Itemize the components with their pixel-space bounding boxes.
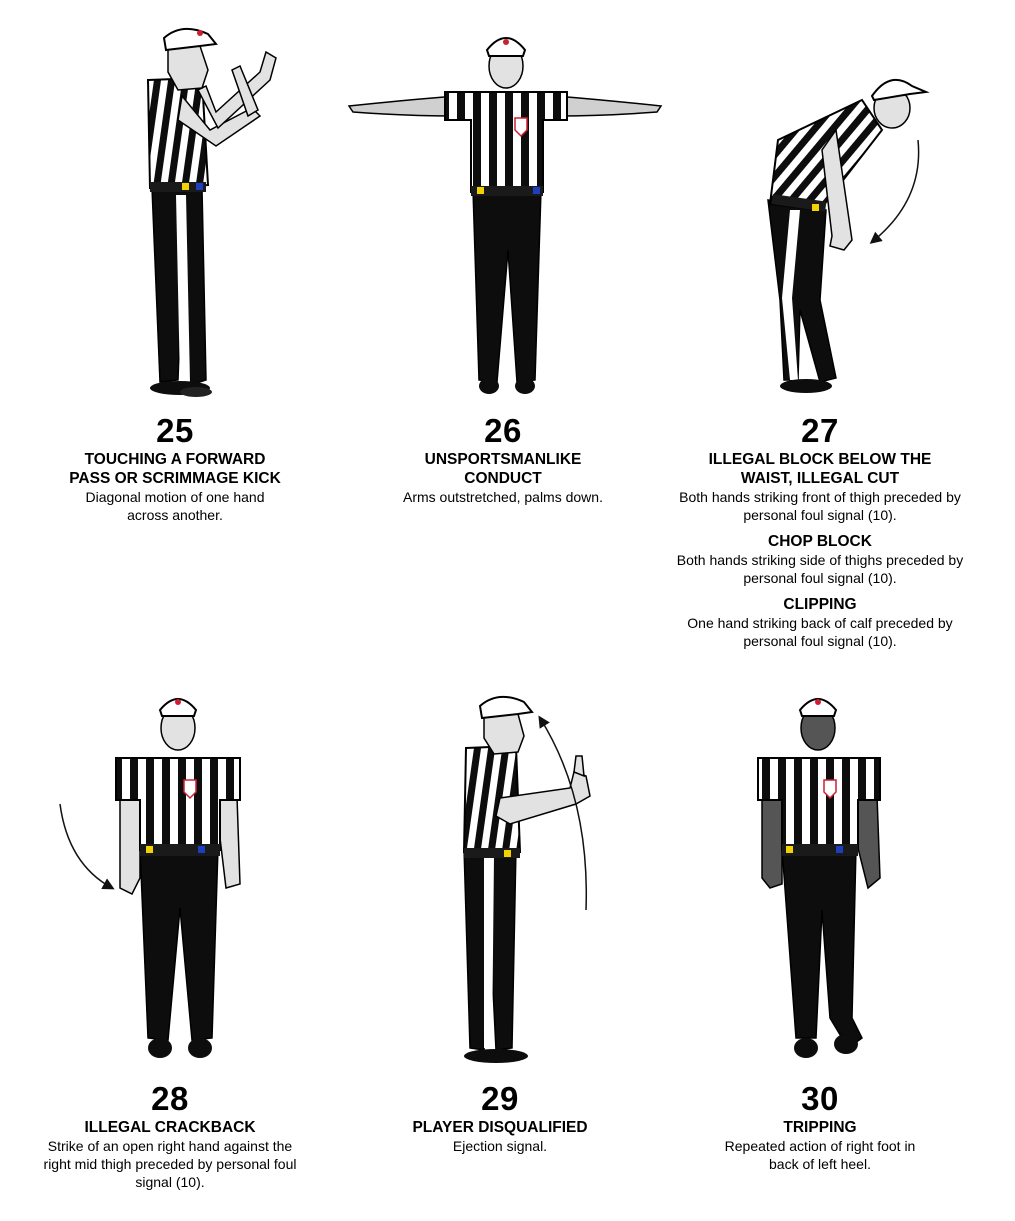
signal-27-caption <box>650 414 990 650</box>
signal-25-number: 25 <box>156 412 194 449</box>
signal-29-caption <box>370 1082 630 1155</box>
signal-27-clipping-title: CLIPPING <box>783 596 857 613</box>
figure-29-illustration <box>440 688 620 1073</box>
signal-30-number: 30 <box>801 1080 839 1117</box>
signal-28-title: ILLEGAL CRACKBACK <box>84 1119 256 1136</box>
signal-27-chop-block-description: Both hands striking side of thighs preceded by personal foul signal (10). <box>676 552 964 586</box>
signal-30-title: TRIPPING <box>783 1119 857 1136</box>
signal-26-number: 26 <box>484 412 522 449</box>
signal-28-caption <box>20 1082 320 1191</box>
signal-26-caption <box>373 414 633 506</box>
signal-30-description: Repeated action of right foot in back of left heel. <box>724 1138 916 1172</box>
signal-28-number: 28 <box>151 1080 189 1117</box>
figure-25-illustration <box>120 20 300 400</box>
signal-26-title: UNSPORTSMANLIKE CONDUCT <box>424 451 582 487</box>
signal-27-clipping-description: One hand striking back of calf preceded by personal foul signal (10). <box>687 615 953 649</box>
signal-25-title: TOUCHING A FORWARD PASS OR SCRIMMAGE KICK <box>69 451 281 487</box>
signal-27-number: 27 <box>801 412 839 449</box>
signal-29-description: Ejection signal. <box>452 1138 548 1154</box>
signal-29-number: 29 <box>481 1080 519 1117</box>
signal-25-description: Diagonal motion of one hand across another. <box>85 489 265 523</box>
signal-27-description: Both hands striking front of thigh preceded by personal foul signal (10). <box>679 489 961 523</box>
figure-27-illustration <box>740 60 940 400</box>
figure-30-illustration <box>730 688 910 1073</box>
signal-30-caption <box>690 1082 950 1173</box>
signal-28-description: Strike of an open right hand against the right mid thigh preceded by personal foul signal (10). <box>43 1138 297 1190</box>
signal-26-description: Arms outstretched, palms down. <box>403 489 603 505</box>
signal-27-chop-block-title: CHOP BLOCK <box>768 533 872 550</box>
figure-26-illustration <box>345 20 665 400</box>
signal-27-title: ILLEGAL BLOCK BELOW THE WAIST, ILLEGAL CUT <box>708 451 932 487</box>
signal-25-caption <box>40 414 310 524</box>
signal-29-title: PLAYER DISQUALIFIED <box>412 1119 588 1136</box>
figure-28-illustration <box>50 688 270 1073</box>
